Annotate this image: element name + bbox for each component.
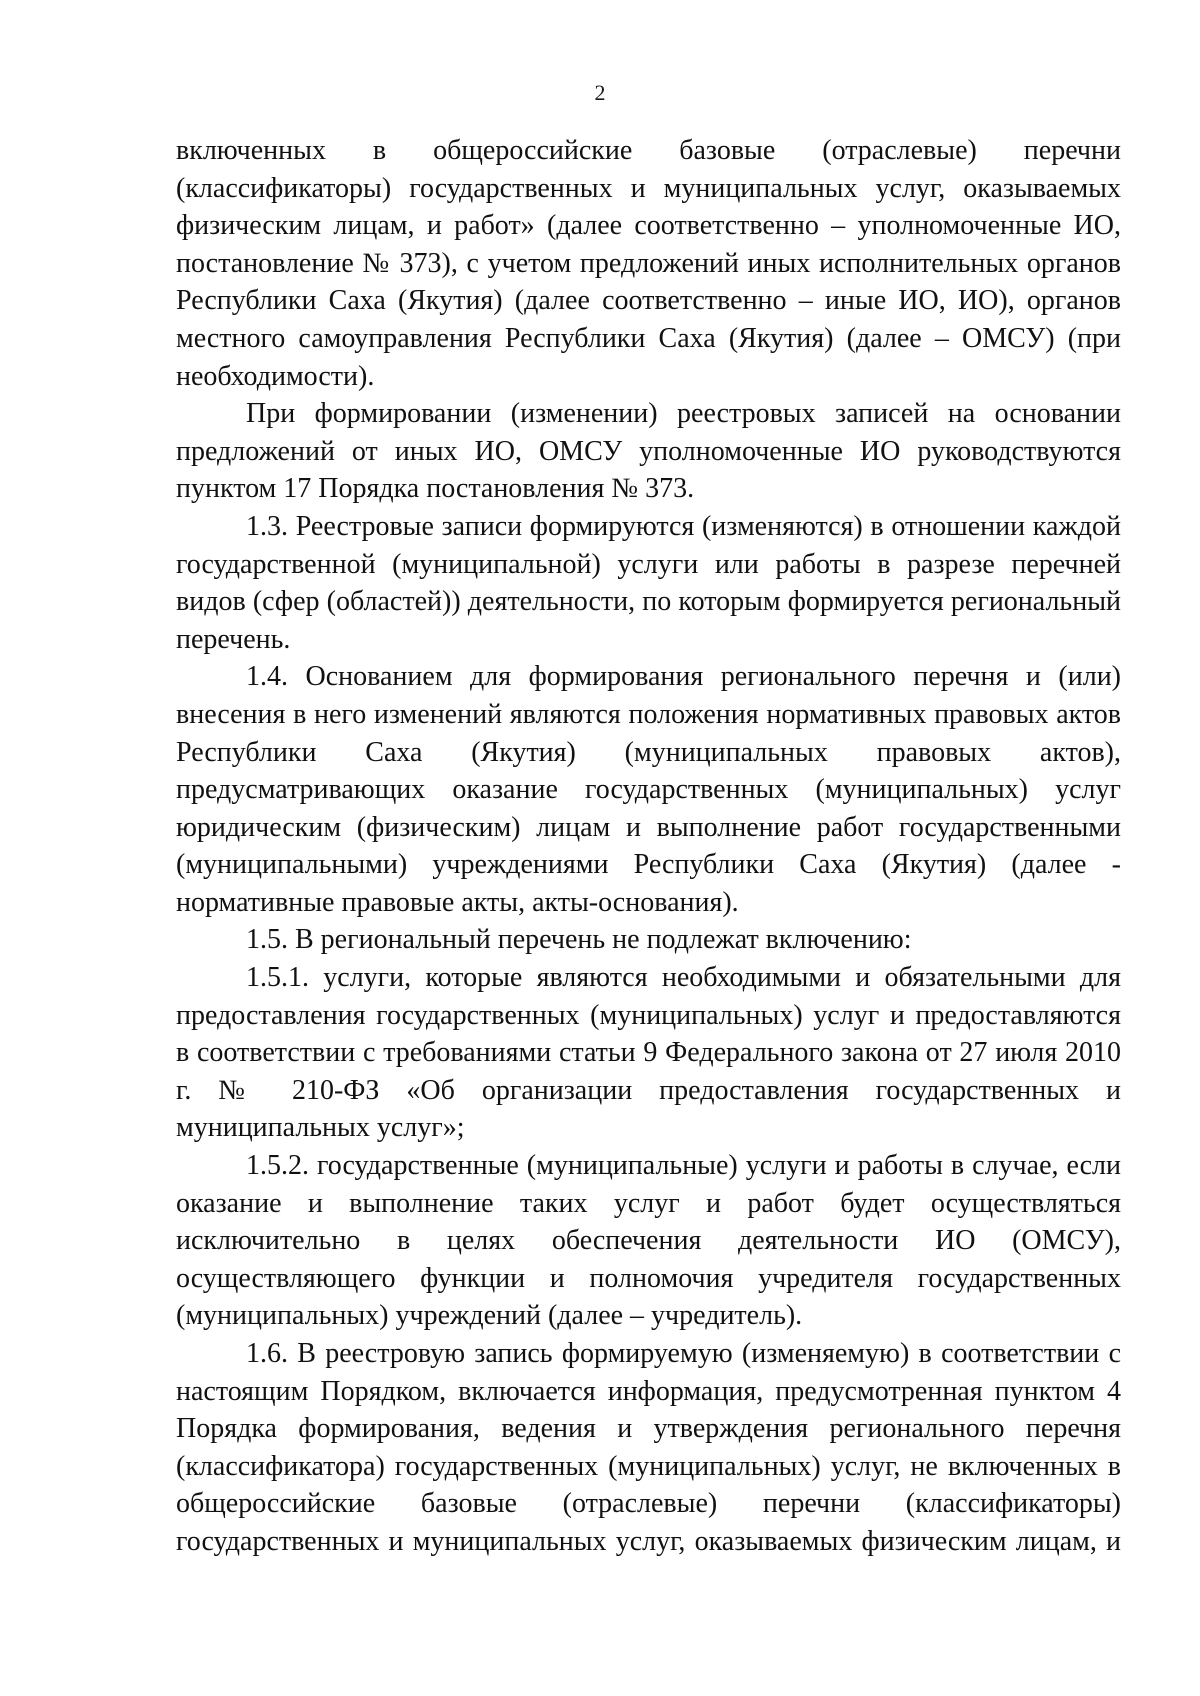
paragraph-1-5-1: 1.5.1. услуги, которые являются необходимыми и обязательными для предоставления государственных (муниципальных) услуг и предоставляются в соответствии с требованиями статьи 9 Федерального закона от 27 июля 2010 г. № 210-ФЗ «Об организации предоставления государственных и муниципальных услуг»; bbox=[176, 962, 1121, 1144]
paragraph-proposals: При формировании (изменении) реестровых записей на основании предложений от иных ИО, ОМСУ уполномоченные ИО руководствуются пунктом 17 Порядка постановления № 373. bbox=[176, 398, 1121, 505]
paragraph-1-6: 1.6. В реестровую запись формируемую (изменяемую) в соответствии с настоящим Порядком, включается информация, предусмотренная пунктом 4 Порядка формирования, ведения и утверждения регионального перечня (классификатора) государственных (муниципальных) услуг, не включенных в общероссийские базовые (отраслевые) перечни (классификаторы) государственных и муниципальных услуг, оказываемых физическим лицам, и bbox=[176, 1338, 1121, 1557]
paragraph-1-5: 1.5. В региональный перечень не подлежат включению: bbox=[246, 924, 912, 956]
page-number: 2 bbox=[594, 80, 606, 105]
paragraph-1-4: 1.4. Основанием для формирования регионального перечня и (или) внесения в него изменений являются положения нормативных правовых актов Республики Саха (Якутия) (муниципальных правовых актов), предусматривающих оказание государственных (муниципальных) услуг юридическим (физическим) лицам и выполнение работ государственными (муниципальными) учреждениями Республики Саха (Якутия) (далее - нормативные правовые акты, акты-основания). bbox=[176, 661, 1121, 918]
paragraph-continuation: включенных в общероссийские базовые (отраслевые) перечни (классификаторы) государственных и муниципальных услуг, оказываемых физическим лицам, и работ» (далее соответственно – уполномоченные ИО, постановление № 373), с учетом предложений иных исполнительных органов Республики Саха (Якутия) (далее соответственно – иные ИО, ИО), органов местного самоуправления Республики Саха (Якутия) (далее – ОМСУ) (при необходимости). bbox=[176, 135, 1121, 392]
paragraph-1-3: 1.3. Реестровые записи формируются (изменяются) в отношении каждой государственной (муниципальной) услуги или работы в разрезе перечней видов (сфер (областей)) деятельности, по которым формируется региональный перечень. bbox=[176, 510, 1121, 655]
paragraph-1-5-2: 1.5.2. государственные (муниципальные) услуги и работы в случае, если оказание и выполнение таких услуг и работ будет осуществляться исключительно в целях обеспечения деятельности ИО (ОМСУ), осуществляющего функции и полномочия учредителя государственных (муниципальных) учреждений (далее – учредитель). bbox=[176, 1150, 1121, 1332]
document-body bbox=[176, 132, 1121, 1561]
